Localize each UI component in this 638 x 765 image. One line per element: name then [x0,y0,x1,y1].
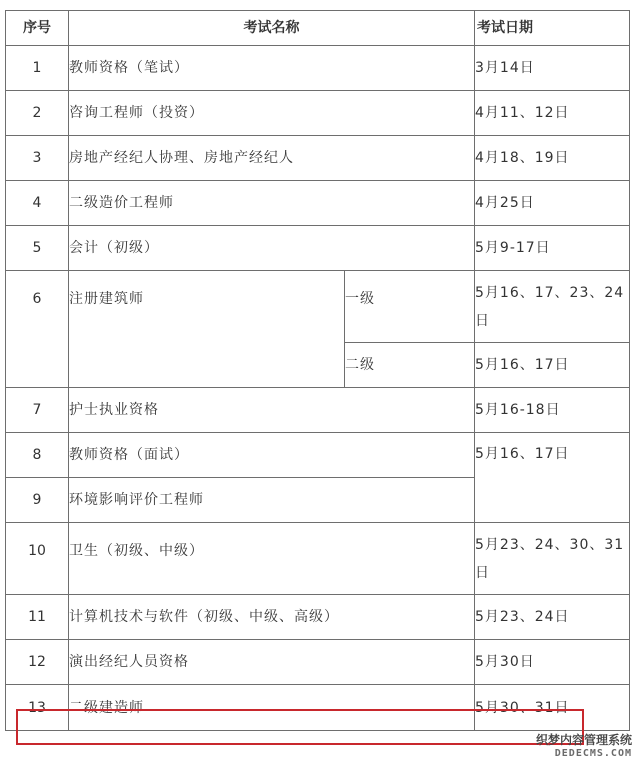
row-name [69,271,345,388]
row-name: 演出经纪人员资格 [69,640,475,685]
row-no [6,271,69,388]
row-no: 4 [6,181,69,226]
watermark-logo [536,733,632,761]
row-date: 3月14日 [475,46,630,91]
table-row [6,46,630,91]
row-name: 二级建造师 [69,685,475,731]
row-no: 9 [6,478,69,523]
row-date: 5月16、17日 [475,343,630,388]
row-no: 13 [6,685,69,731]
row-no: 8 [6,433,69,478]
exam-schedule-table [5,10,630,731]
row-level: 二级 [345,343,475,388]
row-no: 12 [6,640,69,685]
table-row [6,640,630,685]
table-row [6,595,630,640]
table-row [6,136,630,181]
row-name [69,523,475,595]
row-date: 5月30、31日 [475,685,630,731]
row-no: 5 [6,226,69,271]
row-no-text: 10 [28,543,46,559]
header-date: 考试日期 [475,11,630,46]
row-name: 计算机技术与软件（初级、中级、高级） [69,595,475,640]
row-date: 5月23、24日 [475,595,630,640]
row-date [475,433,630,523]
row-date: 5月9-17日 [475,226,630,271]
row-date: 4月11、12日 [475,91,630,136]
row-name: 教师资格（笔试） [69,46,475,91]
table-row [6,271,630,343]
row-no [6,523,69,595]
row-no: 3 [6,136,69,181]
row-date: 5月16-18日 [475,388,630,433]
row-date: 5月30日 [475,640,630,685]
watermark-line2: DEDECMS.COM [554,748,632,759]
table-row [6,388,630,433]
row-date: 4月18、19日 [475,136,630,181]
table-header-row [6,11,630,46]
row-name: 房地产经纪人协理、房地产经纪人 [69,136,475,181]
watermark-line1: 织梦内容管理系统 [535,733,632,747]
row-no: 7 [6,388,69,433]
table-row [6,226,630,271]
header-name: 考试名称 [69,11,475,46]
table-row [6,181,630,226]
row-date-text: 5月16、17日 [475,446,570,462]
row-name: 二级造价工程师 [69,181,475,226]
row-no: 11 [6,595,69,640]
row-date: 4月25日 [475,181,630,226]
row-name: 环境影响评价工程师 [69,478,475,523]
table-row [6,91,630,136]
row-level [345,271,475,343]
row-name: 会计（初级） [69,226,475,271]
row-no: 2 [6,91,69,136]
row-date: 5月23、24、30、31日 [475,523,630,595]
row-name: 教师资格（面试） [69,433,475,478]
row-date: 5月16、17、23、24日 [475,271,630,343]
row-level-text: 一级 [345,291,375,307]
row-no: 1 [6,46,69,91]
row-name-text: 卫生（初级、中级） [69,543,204,559]
row-name: 护士执业资格 [69,388,475,433]
row-no-text: 6 [32,291,42,307]
header-no: 序号 [6,11,69,46]
table-row [6,433,630,478]
row-name: 咨询工程师（投资） [69,91,475,136]
table-row [6,523,630,595]
row-name-text: 注册建筑师 [69,291,144,307]
table-row-highlighted [6,685,630,731]
